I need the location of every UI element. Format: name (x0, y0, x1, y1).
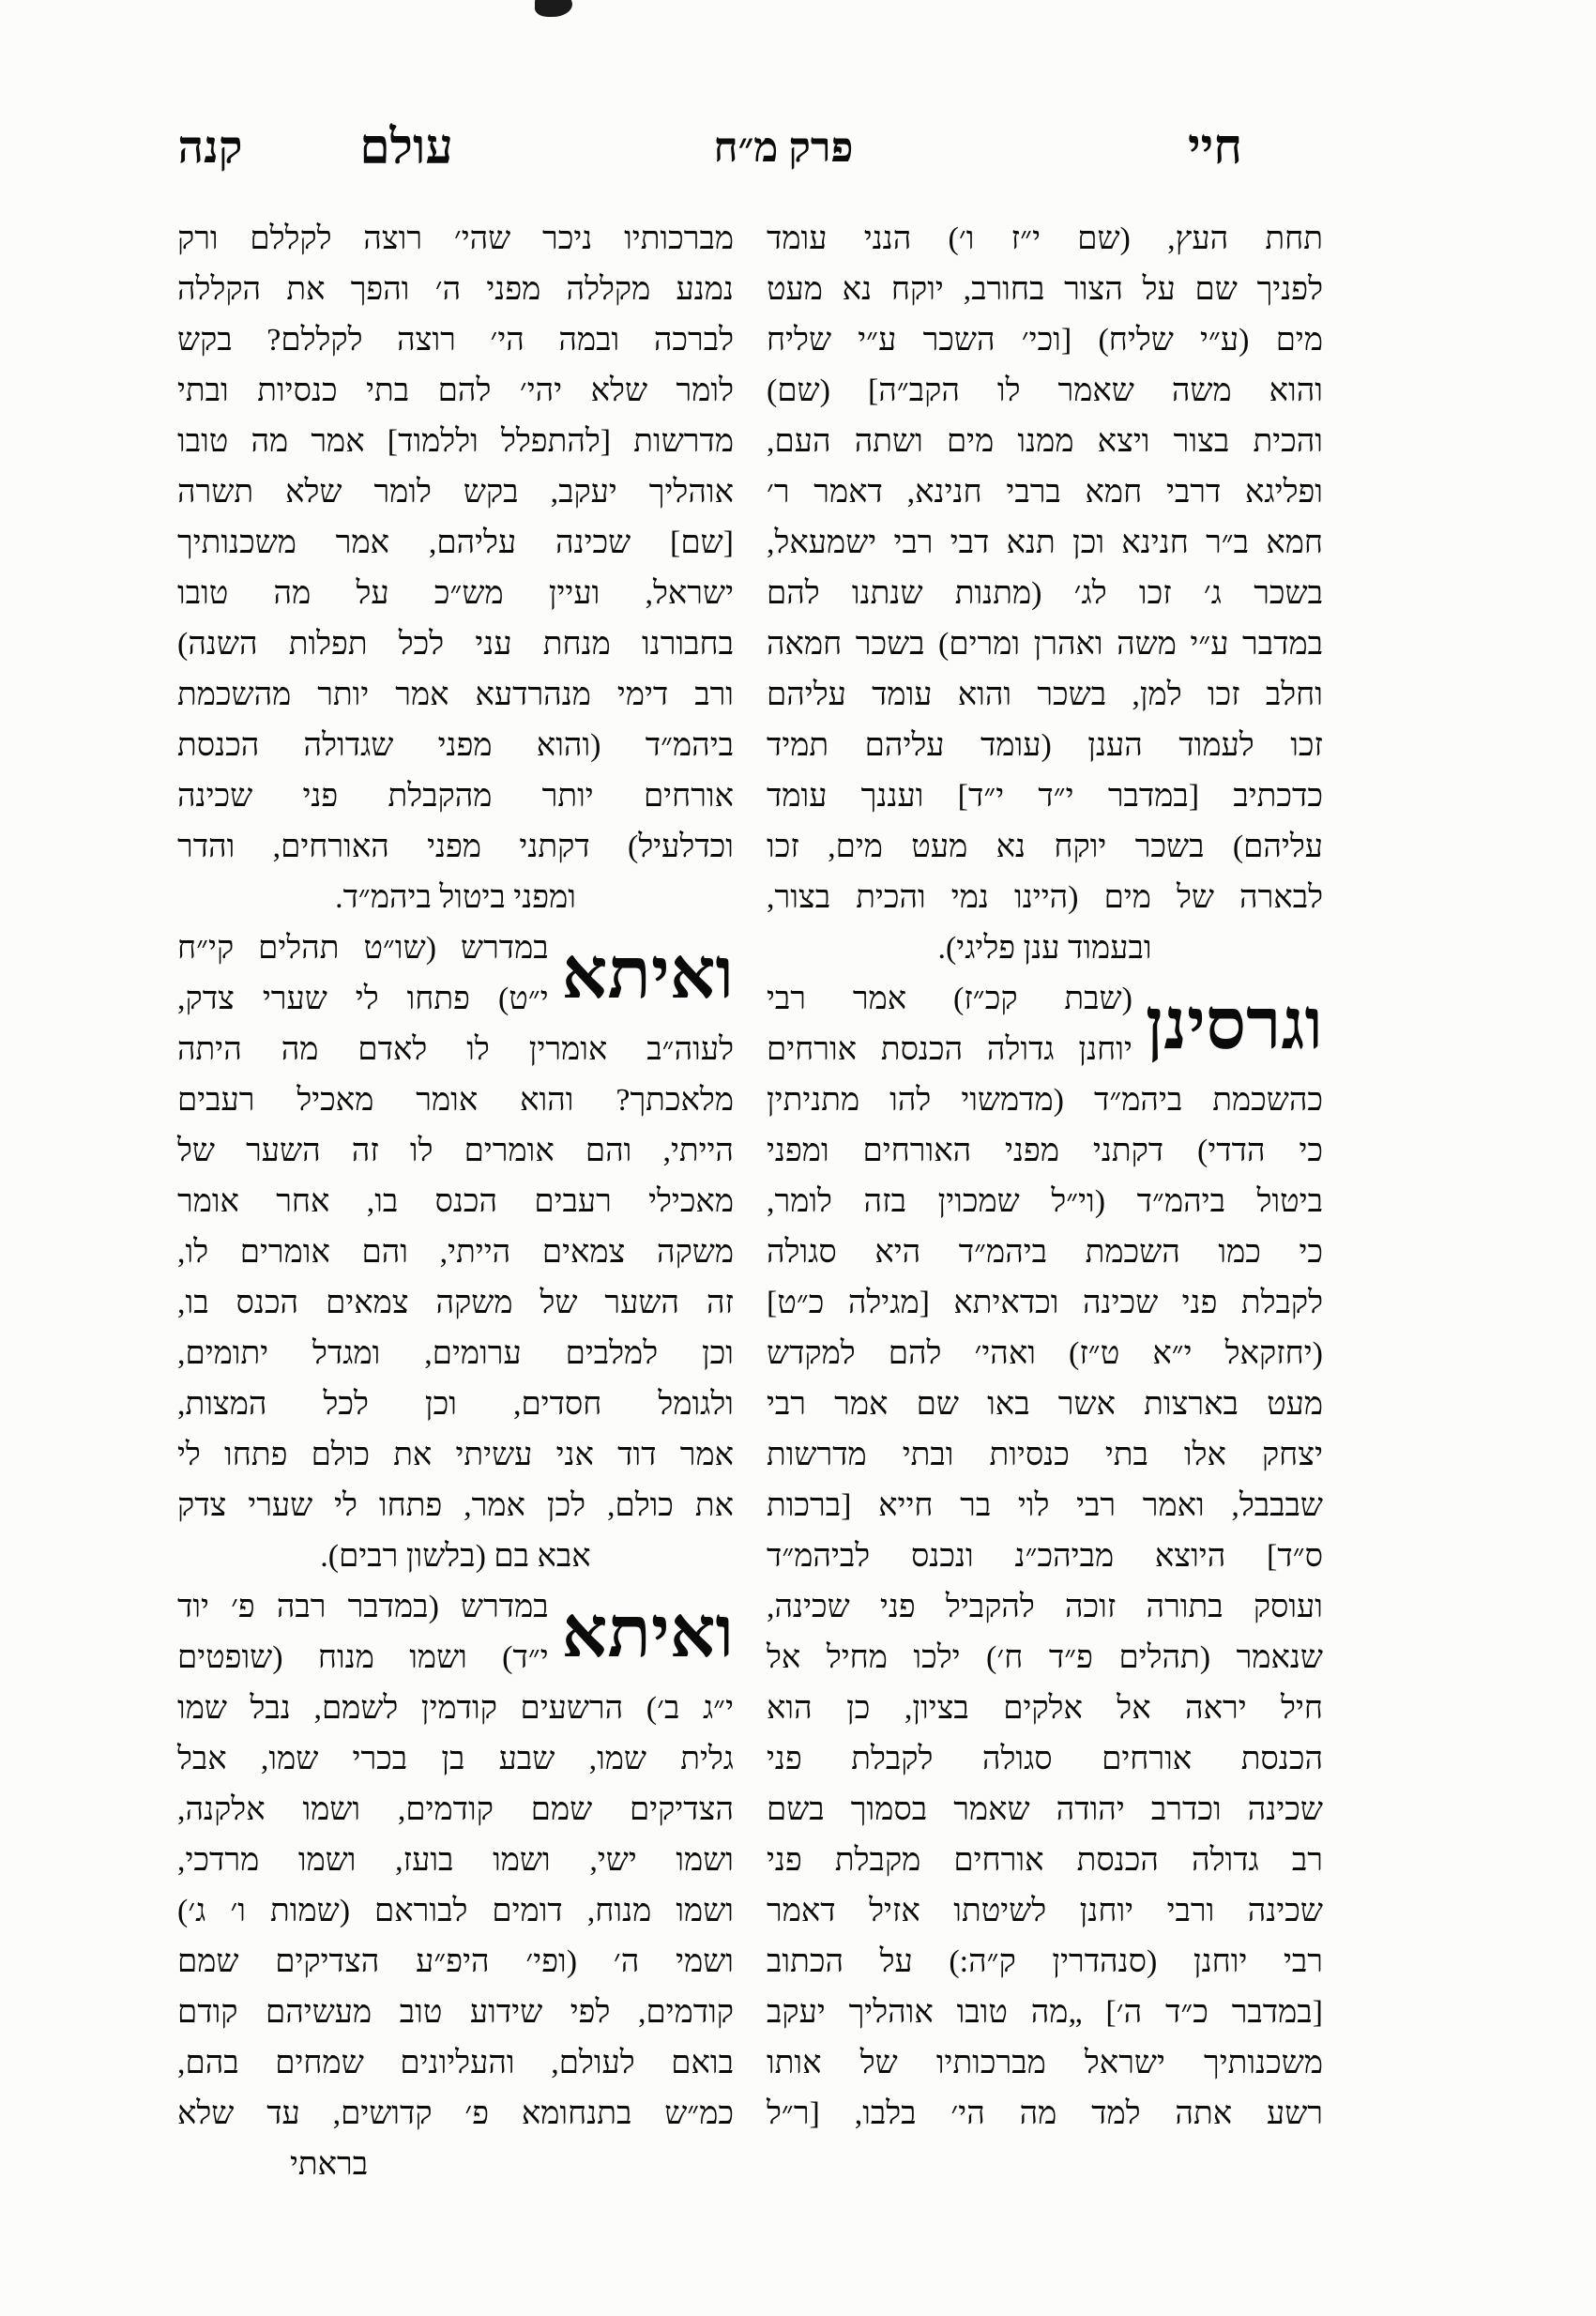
text-line: את כולם, לכן אמר, פתחו לי שערי צדק (177, 1488, 734, 1523)
lead-word: ואיתא (561, 935, 734, 1013)
lead-lines (177, 1582, 549, 1684)
text-line: שבבבל, ואמר רבי לוי בר חייא [ברכות (767, 1488, 1323, 1523)
catchword: בראתי (290, 2147, 369, 2182)
text-line: ובעמוד ענן פליגי). (937, 931, 1152, 966)
text-line: מברכותיו ניכר שהי׳ רוצה לקללם ורק (177, 221, 734, 256)
text-line: י״ט) פתחו לי שערי צדק, (177, 982, 549, 1016)
ink-blot (535, 0, 572, 17)
text-line: לפניך שם על הצור בחורב, יוקח נא מעט (767, 272, 1323, 307)
text-line: מדרשות [להתפלל וללמוד] אמר מה טובו (177, 424, 734, 459)
text-line: כי כמו השכמת ביהמ״ד היא סגולה (767, 1235, 1323, 1270)
text-line: רשע אתה למד מה הי׳ בלבו, [ר״ל (767, 2096, 1323, 2131)
text-line: במדבר ע״י משה ואהרן ומרים) בשכר חמאה (767, 627, 1323, 662)
text-line: (יחזקאל י״א ט״ז) ואהי׳ להם למקדש (767, 1336, 1323, 1371)
text-line: וכן למלבים ערומים, ומגדל יתומים, (177, 1336, 734, 1371)
lead-block (767, 974, 1323, 1075)
text-line: לברכה ובמה הי׳ רוצה לקללם? בקש (177, 323, 734, 358)
text-line: משכנותיך ישראל מברכותיו של אותו (767, 2046, 1323, 2080)
paragraph (177, 923, 734, 1582)
text-line: כהשכמת ביהמ״ד (מדמשוי להו מתניתין (767, 1083, 1323, 1118)
text-line: בחבורנו מנחת עני לכל תפלות השנה) (177, 627, 734, 662)
lead-block (177, 923, 734, 1025)
text-line: ושמו ישי, ושמו בועז, ושמו מרדכי, (177, 1843, 734, 1878)
text-line: יוחנן גדולה הכנסת אורחים (767, 1032, 1132, 1067)
running-head-left: עולם (359, 121, 453, 175)
text-line: הצדיקים שמם קודמים, ושמו אלקנה, (177, 1792, 734, 1827)
text-line: י״ד) ושמו מנוח (שופטים (177, 1640, 549, 1675)
text-line: נמנע מקללה מפני ה׳ והפך את הקללה (177, 272, 734, 307)
text-line: ועוסק בתורה זוכה להקביל פני שכינה, (767, 1590, 1323, 1624)
text-line: עליהם) בשכר יוקח נא מעט מים, זכו (767, 830, 1323, 864)
text-line: ביהמ״ד (והוא מפני שגדולה הכנסת (177, 728, 734, 763)
lead-block (177, 1582, 734, 1684)
text-line: בואם לעולם, והעליונים שמחים בהם, (177, 2046, 734, 2080)
text-line: בשכר ג׳ זכו לג׳ (מתנות שנתנו להם (767, 576, 1323, 611)
text-line: הייתי, והם אומרים לו זה השער של (177, 1134, 734, 1168)
text-line: חמא ב״ר חנינא וכן תנא דבי רבי ישמעאל, (767, 526, 1323, 560)
left-column (177, 214, 734, 2190)
text-line: ומפני ביטול ביהמ״ד. (335, 880, 576, 915)
text-line: אוהליך יעקב, בקש לומר שלא תשרה (177, 475, 734, 510)
text-line: קודמים, לפי שידוע טוב מעשיהם קודם (177, 1995, 734, 2030)
text-line: שנאמר (תהלים פ״ד ח׳) ילכו מחיל אל (767, 1640, 1323, 1675)
text-line: מים (ע״י שליח) [וכי׳ השכר ע״י שליח (767, 323, 1323, 358)
text-line: כמ״ש בתנחומא פ׳ קדושים, עד שלא (177, 2096, 734, 2131)
text-line: אורחים יותר מהקבלת פני שכינה (177, 779, 734, 814)
text-line: מאכילי רעבים הכנס בו, אחר אומר (177, 1184, 734, 1219)
text-line: אמר דוד אני עשיתי את כולם פתחו לי (177, 1438, 734, 1472)
text-line: כי הדדי) דקתני מפני האורחים ומפני (767, 1134, 1323, 1168)
text-line: מעט בארצות אשר באו שם אמר רבי (767, 1387, 1323, 1422)
text-line: משקה צמאים הייתי, והם אומרים לו, (177, 1235, 734, 1270)
text-line: זכו לעמוד הענן (עומד עליהם תמיד (767, 728, 1323, 763)
text-line: רבי יוחנן (סנהדרין ק״ה:) על הכתוב (767, 1944, 1323, 1979)
text-line: לבארה של מים (היינו נמי והכית בצור, (767, 880, 1323, 915)
text-line: הכנסת אורחים סגולה לקבלת פני (767, 1742, 1323, 1776)
text-line: ופליגא דרבי חמא ברבי חנינא, דאמר ר׳ (767, 475, 1323, 510)
right-column (767, 214, 1323, 2140)
text-line: ורב דימי מנהרדעא אמר יותר מהשכמת (177, 678, 734, 712)
page-number: קנה (177, 123, 243, 173)
paragraph (767, 974, 1323, 2140)
running-head-right: חיי (1187, 121, 1243, 175)
chapter-heading: פרק מ״ח (713, 125, 854, 171)
text-line: ביטול ביהמ״ד (וי״ל שמכוין בזה לומר, (767, 1184, 1323, 1219)
text-line: וכדלעיל) דקתני מפני האורחים, והדר (177, 830, 734, 864)
text-line: זה השער של משקה צמאים הכנס בו, (177, 1286, 734, 1320)
paragraph (767, 214, 1323, 974)
text-line: אבא בם (בלשון רבים). (320, 1539, 591, 1574)
text-line: ס״ד] היוצא מביהכ״נ ונכנס לביהמ״ד (767, 1539, 1323, 1574)
text-line: רב גדולה הכנסת אורחים מקבלת פני (767, 1843, 1323, 1878)
text-line: (שבת קכ״ז) אמר רבי (767, 982, 1132, 1016)
text-line: ולגומל חסדים, וכן לכל המצות, (177, 1387, 734, 1422)
paragraph (177, 214, 734, 923)
text-line: ושמו מנוח, דומים לבוראם (שמות ו׳ ג׳) (177, 1894, 734, 1928)
text-line: והוא משה שאמר לו הקב״ה] (שם) (767, 373, 1323, 408)
text-line: מלאכתך? והוא אומר מאכיל רעבים (177, 1083, 734, 1118)
text-line: יצחק אלו בתי כנסיות ובתי מדרשות (767, 1438, 1323, 1472)
text-line: שכינה וכדרב יהודה שאמר בסמוך בשם (767, 1792, 1323, 1827)
lead-word: וגרסינן (1145, 985, 1323, 1064)
text-line: כדכתיב [במדבר י״ד י״ד] ועננך עומד (767, 779, 1323, 814)
paragraph (177, 1582, 734, 2140)
lead-lines (767, 974, 1132, 1075)
text-line: ושמי ה׳ (ופי׳ היפ״ע הצדיקים שמם (177, 1944, 734, 1979)
text-line: חיל יראה אל אלקים בציון, כן הוא (767, 1691, 1323, 1726)
text-line: במדרש (במדבר רבה פ׳ יוד (177, 1590, 549, 1624)
text-line: במדרש (שו״ט תהלים קי״ח (177, 931, 549, 966)
text-line: ישראל, ועיין מש״כ על מה טובו (177, 576, 734, 611)
text-line: [במדבר כ״ד ה׳] „מה טובו אוהליך יעקב (767, 1995, 1323, 2030)
lead-word: ואיתא (561, 1593, 734, 1672)
text-line: והכית בצור ויצא ממנו מים ושתה העם, (767, 424, 1323, 459)
text-line: [שם] שכינה עליהם, אמר משכנותיך (177, 526, 734, 560)
text-line: גלית שמו, שבע בן בכרי שמו, אבל (177, 1742, 734, 1776)
text-line: י״ג ב׳) הרשעים קודמין לשמם, נבל שמו (177, 1691, 734, 1726)
text-line: תחת העץ, (שם י״ז ו׳) הנני עומד (767, 221, 1323, 256)
text-line: לעוה״ב אומרין לו לאדם מה היתה (177, 1032, 734, 1067)
text-line: שכינה ורבי יוחנן לשיטתו אזיל דאמר (767, 1894, 1323, 1928)
text-line: לקבלת פני שכינה וכדאיתא [מגילה כ״ט] (767, 1286, 1323, 1320)
text-line: וחלב זכו למן, בשכר והוא עומד עליהם (767, 678, 1323, 712)
lead-lines (177, 923, 549, 1025)
text-line: לומר שלא יהי׳ להם בתי כנסיות ובתי (177, 373, 734, 408)
